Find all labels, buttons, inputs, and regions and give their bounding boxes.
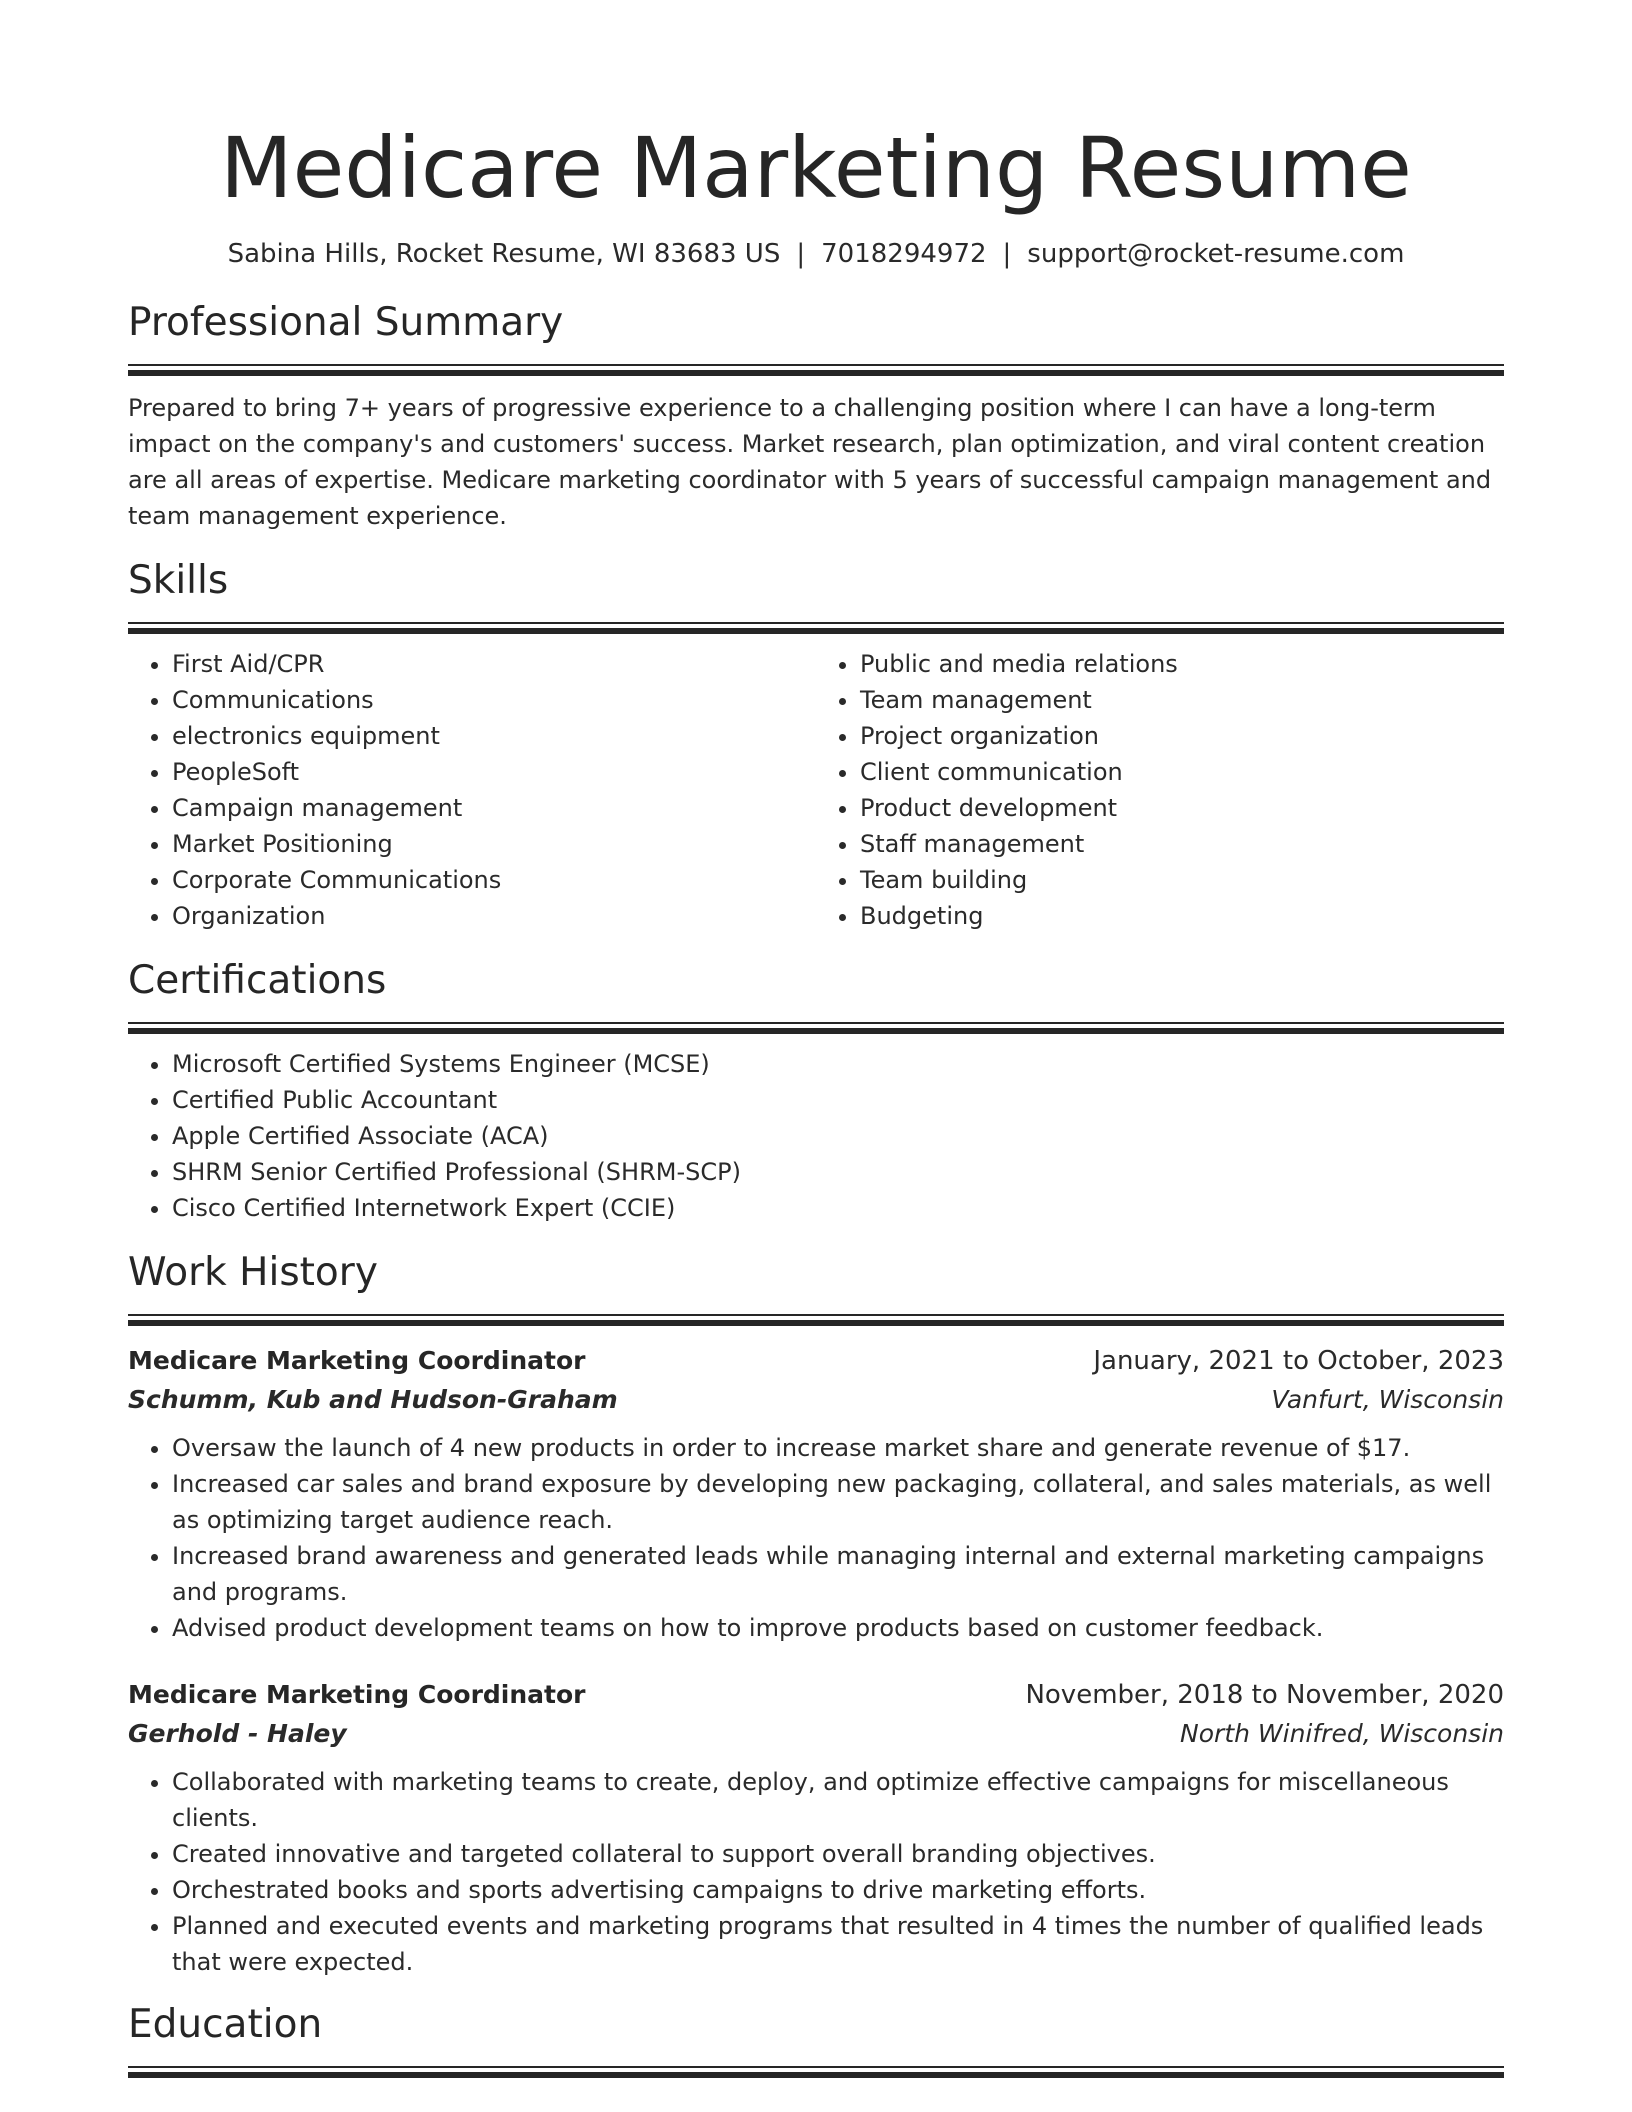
work-history-section — [128, 1248, 1504, 1980]
contact-separator: | — [796, 239, 806, 269]
certification-item: • Cisco Certified Internetwork Expert (CCIE) — [172, 1190, 1504, 1226]
certifications-list — [128, 1046, 1504, 1226]
skill-item: • Team management — [860, 682, 1504, 718]
contact-line — [128, 238, 1504, 270]
skill-item: • First Aid/CPR — [172, 646, 816, 682]
skills-list-right — [816, 646, 1504, 934]
work-history-heading: Work History — [128, 1250, 378, 1295]
skill-item: • PeopleSoft — [172, 754, 816, 790]
job-company: Gerhold - Haley — [128, 1719, 347, 1748]
job-dates: January, 2021 to October, 2023 — [1093, 1346, 1504, 1376]
skill-item: • Client communication — [860, 754, 1504, 790]
certification-item: • SHRM Senior Certified Professional (SHRM-SCP) — [172, 1154, 1504, 1190]
summary-heading: Professional Summary — [128, 300, 564, 345]
contact-separator: | — [1002, 239, 1012, 269]
job-bullet: • Increased car sales and brand exposure by developing new packaging, collateral, and sales materials, as well as optimizing target audience reach. — [172, 1466, 1504, 1538]
skill-item: • Public and media relations — [860, 646, 1504, 682]
certification-item: • Certified Public Accountant — [172, 1082, 1504, 1118]
job-header — [128, 1342, 1504, 1380]
job-subheader — [128, 1714, 1504, 1754]
skill-item: • Communications — [172, 682, 816, 718]
job-bullets — [128, 1430, 1504, 1646]
summary-text: Prepared to bring 7+ years of progressive experience to a challenging position where I can have a long-term impact on the company's and customers' success. Market research, plan optimization, and viral content creation are all areas of expertise. Medicare marketing coordinator with 5 years of successful campaign management and team management experience. — [128, 394, 1492, 530]
skills-heading: Skills — [128, 558, 229, 603]
job-location: North Winifred, Wisconsin — [1180, 1719, 1504, 1748]
certification-item: • Microsoft Certified Systems Engineer (MCSE) — [172, 1046, 1504, 1082]
skill-item: • Market Positioning — [172, 826, 816, 862]
job-header — [128, 1676, 1504, 1714]
skill-item: • Team building — [860, 862, 1504, 898]
skill-item: • Campaign management — [172, 790, 816, 826]
job-bullet: • Orchestrated books and sports advertising campaigns to drive marketing efforts. — [172, 1872, 1504, 1908]
job-title: Medicare Marketing Coordinator — [128, 1346, 586, 1375]
skill-item: • electronics equipment — [172, 718, 816, 754]
skill-item: • Budgeting — [860, 898, 1504, 934]
contact-phone: 7018294972 — [821, 239, 987, 269]
job-bullet: • Created innovative and targeted collateral to support overall branding objectives. — [172, 1836, 1504, 1872]
section-divider — [128, 1022, 1504, 1034]
section-divider — [128, 1314, 1504, 1326]
job-bullet: • Advised product development teams on how to improve products based on customer feedback. — [172, 1610, 1504, 1646]
job-dates: November, 2018 to November, 2020 — [1025, 1680, 1504, 1710]
job-entry — [128, 1342, 1504, 1646]
certification-item: • Apple Certified Associate (ACA) — [172, 1118, 1504, 1154]
resume-title: Medicare Marketing Resume — [220, 119, 1412, 217]
summary-section — [128, 298, 1504, 534]
section-divider — [128, 2066, 1504, 2078]
skill-item: • Product development — [860, 790, 1504, 826]
job-company: Schumm, Kub and Hudson-Graham — [128, 1385, 618, 1414]
education-section — [128, 2000, 1504, 2078]
skills-grid — [128, 646, 1504, 934]
skill-item: • Staff management — [860, 826, 1504, 862]
certifications-heading: Certifications — [128, 958, 387, 1003]
skills-section — [128, 556, 1504, 934]
skill-item: • Corporate Communications — [172, 862, 816, 898]
job-entry — [128, 1676, 1504, 1980]
education-heading: Education — [128, 2002, 323, 2047]
skill-item: • Project organization — [860, 718, 1504, 754]
section-divider — [128, 622, 1504, 634]
section-divider — [128, 364, 1504, 376]
job-title: Medicare Marketing Coordinator — [128, 1680, 586, 1709]
skills-list-left — [128, 646, 816, 934]
skill-item: • Organization — [172, 898, 816, 934]
job-bullet: • Collaborated with marketing teams to create, deploy, and optimize effective campaigns for miscellaneous clients. — [172, 1764, 1504, 1836]
job-bullets — [128, 1764, 1504, 1980]
job-bullet: • Planned and executed events and marketing programs that resulted in 4 times the number of qualified leads that were expected. — [172, 1908, 1504, 1980]
job-subheader — [128, 1380, 1504, 1420]
contact-email: support@rocket-resume.com — [1027, 239, 1405, 269]
certifications-section — [128, 956, 1504, 1226]
contact-address: Sabina Hills, Rocket Resume, WI 83683 US — [227, 239, 781, 269]
job-bullet: • Oversaw the launch of 4 new products in order to increase market share and generate revenue of $17. — [172, 1430, 1504, 1466]
job-bullet: • Increased brand awareness and generated leads while managing internal and external marketing campaigns and programs. — [172, 1538, 1504, 1610]
job-location: Vanfurt, Wisconsin — [1271, 1385, 1504, 1414]
